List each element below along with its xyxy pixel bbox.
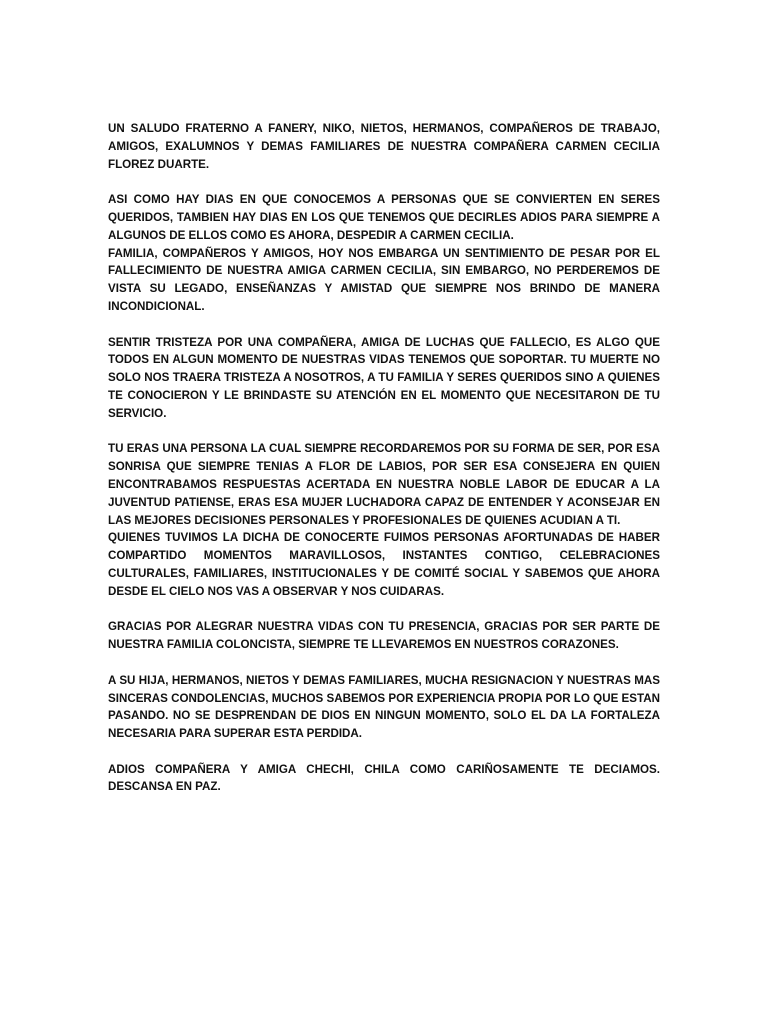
paragraph-sadness: SENTIR TRISTEZA POR UNA COMPAÑERA, AMIGA DE LUCHAS QUE FALLECIO, ES ALGO QUE TODOS EN ALGUN MOMENTO DE NUESTRAS VIDAS TENEMOS QUE SOPORTAR. TU MUERTE NO SOLO NOS TRAERA TRISTEZA A NOSOTROS, A TU FAMILIA Y SERES QUERIDOS SINO A QUIENES TE CONOCIERON Y LE BRINDASTE SU ATENCIÓN EN EL MOMENTO QUE NECESITARON DE TU SERVICIO. (108, 335, 660, 420)
paragraph-sorrow: FAMILIA, COMPAÑEROS Y AMIGOS, HOY NOS EMBARGA UN SENTIMIENTO DE PESAR POR EL FALLECIMIENTO DE NUESTRA AMIGA CARMEN CECILIA, SIN EMBARGO, NO PERDEREMOS DE VISTA SU LEGADO, ENSEÑANZAS Y AMISTAD QUE SIEMPRE NOS BRINDO DE MANERA INCONDICIONAL. (108, 246, 660, 313)
paragraph-gratitude: GRACIAS POR ALEGRAR NUESTRA VIDAS CON TU PRESENCIA, GRACIAS POR SER PARTE DE NUESTRA FAMILIA COLONCISTA, SIEMPRE TE LLEVAREMOS EN NUESTROS CORAZONES. (108, 620, 660, 652)
paragraph-greeting: UN SALUDO FRATERNO A FANERY, NIKO, NIETOS, HERMANOS, COMPAÑEROS DE TRABAJO, AMIGOS, EXALUMNOS Y DEMAS FAMILIARES DE NUESTRA COMPAÑERA CARMEN CECILIA FLOREZ DUARTE. (108, 122, 660, 171)
paragraph-remembrance: TU ERAS UNA PERSONA LA CUAL SIEMPRE RECORDAREMOS POR SU FORMA DE SER, POR ESA SONRISA QUE SIEMPRE TENIAS A FLOR DE LABIOS, POR SER ESA CONSEJERA EN QUIEN ENCONTRABAMOS RESPUESTAS ACERTADA EN NUESTRA NOBLE LABOR DE EDUCAR A LA JUVENTUD PATIENSE, ERAS ESA MUJER LUCHADORA CAPAZ DE ENTENDER Y ACONSEJAR EN LAS MEJORES DECISIONES PERSONALES Y PROFESIONALES DE QUIENES ACUDIAN A TI. (108, 442, 660, 527)
paragraph-condolences: A SU HIJA, HERMANOS, NIETOS Y DEMAS FAMILIARES, MUCHA RESIGNACION Y NUESTRAS MAS SINCERAS CONDOLENCIAS, MUCHOS SABEMOS POR EXPERIENCIA PROPIA POR LO QUE ESTAN PASANDO. NO SE DESPRENDAN DE DIOS EN NINGUN MOMENTO, SOLO EL DA LA FORTALEZA NECESARIA PARA SUPERAR ESTA PERDIDA. (108, 673, 660, 741)
paragraph-fortunate: QUIENES TUVIMOS LA DICHA DE CONOCERTE FUIMOS PERSONAS AFORTUNADAS DE HABER COMPARTIDO MOMENTOS MARAVILLOSOS, INSTANTES CONTIGO, CELEBRACIONES CULTURALES, FAMILIARES, INSTITUCIONALES Y DE COMITÉ SOCIAL Y SABEMOS QUE AHORA DESDE EL CIELO NOS VAS A OBSERVAR Y NOS CUIDARAS. (108, 531, 660, 598)
document-body (108, 120, 660, 796)
paragraph-goodbye: ADIOS COMPAÑERA Y AMIGA CHECHI, CHILA COMO CARIÑOSAMENTE TE DECIAMOS. DESCANSA EN PAZ. (108, 762, 660, 794)
paragraph-farewell-intro: ASI COMO HAY DIAS EN QUE CONOCEMOS A PERSONAS QUE SE CONVIERTEN EN SERES QUERIDOS, TAMBIEN HAY DIAS EN LOS QUE TENEMOS QUE DECIRLES ADIOS PARA SIEMPRE A ALGUNOS DE ELLOS COMO ES AHORA, DESPEDIR A CARMEN CECILIA. (108, 193, 660, 242)
